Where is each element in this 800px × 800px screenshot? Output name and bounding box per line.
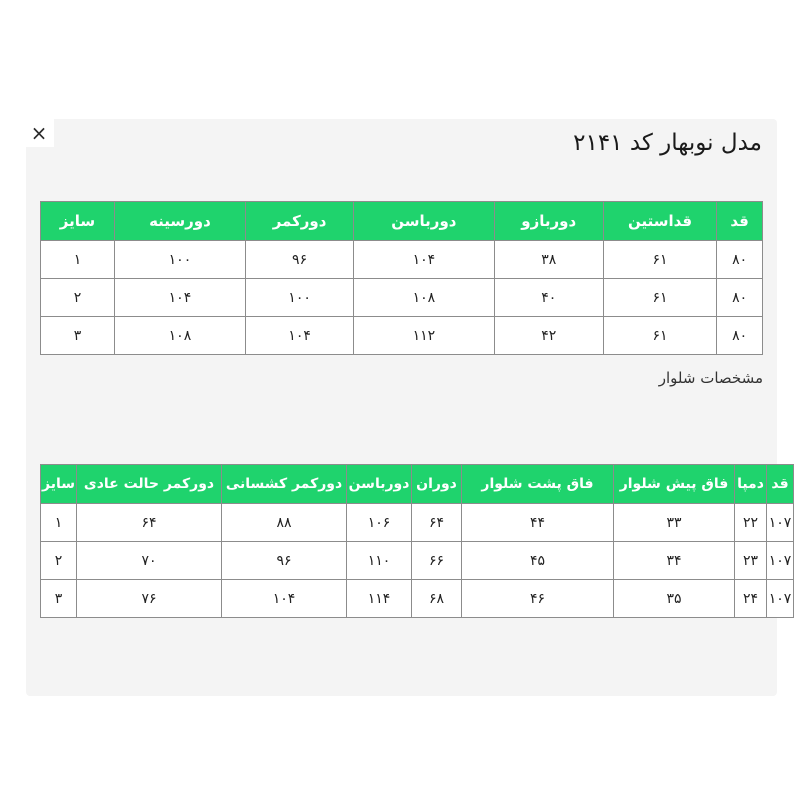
table-cell: ۱۰۰ — [245, 279, 353, 317]
pants-specs-heading: مشخصات شلوار — [658, 369, 763, 387]
table-cell: ۱۰۸ — [354, 279, 494, 317]
table-cell: ۴۴ — [462, 504, 614, 542]
table-cell: ۴۵ — [462, 542, 614, 580]
col-header-hip: دورباسن — [354, 202, 494, 241]
table-cell: ۴۲ — [494, 317, 603, 355]
table-cell: ۶۱ — [603, 241, 716, 279]
table-cell: ۴۰ — [494, 279, 603, 317]
table-cell: ۱۰۴ — [222, 580, 347, 618]
col-header-chest: دورسینه — [114, 202, 245, 241]
close-icon: × — [30, 121, 48, 145]
table-cell: ۱۱۲ — [354, 317, 494, 355]
table-cell: ۱۰۶ — [347, 504, 412, 542]
table-cell: ۱۰۴ — [114, 279, 245, 317]
table-cell: ۱۰۴ — [354, 241, 494, 279]
table-cell: ۳ — [41, 580, 77, 618]
table-cell: ۲۳ — [735, 542, 767, 580]
table-row — [41, 504, 794, 542]
table-cell: ۳۴ — [614, 542, 735, 580]
col-header-hem: دمپا — [735, 465, 767, 504]
product-title: مدل نوبهار کد ۲۱۴۱ — [573, 130, 762, 156]
pants-size-table — [40, 464, 794, 618]
col-header-size: سایز — [41, 202, 115, 241]
table-cell: ۱۰۸ — [114, 317, 245, 355]
table-cell: ۹۶ — [222, 542, 347, 580]
table-cell: ۶۱ — [603, 279, 716, 317]
table-cell: ۷۶ — [77, 580, 222, 618]
table-cell: ۶۴ — [77, 504, 222, 542]
col-header-waist-stretch: دورکمر کشسانی — [222, 465, 347, 504]
table-cell: ۱۱۴ — [347, 580, 412, 618]
table-cell: ۳۳ — [614, 504, 735, 542]
table-cell: ۸۰ — [717, 241, 763, 279]
table-header-row — [41, 202, 763, 241]
col-header-waist: دورکمر — [245, 202, 353, 241]
table-cell: ۱۰۷ — [767, 580, 794, 618]
col-header-sleeve-length: قداستین — [603, 202, 716, 241]
table-cell: ۸۸ — [222, 504, 347, 542]
table-cell: ۲۲ — [735, 504, 767, 542]
close-button[interactable] — [24, 119, 54, 147]
table-cell: ۲ — [41, 542, 77, 580]
table-cell: ۳۵ — [614, 580, 735, 618]
col-header-thigh: دوران — [412, 465, 462, 504]
table-row — [41, 542, 794, 580]
table-cell: ۱ — [41, 241, 115, 279]
col-header-waist-normal: دورکمر حالت عادی — [77, 465, 222, 504]
table-cell: ۱۰۷ — [767, 504, 794, 542]
table-cell: ۱۱۰ — [347, 542, 412, 580]
table-cell: ۱۰۴ — [245, 317, 353, 355]
table-row — [41, 279, 763, 317]
table-cell: ۴۶ — [462, 580, 614, 618]
table-cell: ۶۸ — [412, 580, 462, 618]
table-cell: ۱۰۰ — [114, 241, 245, 279]
table-cell: ۲ — [41, 279, 115, 317]
table-cell: ۳ — [41, 317, 115, 355]
table-row — [41, 580, 794, 618]
table-cell: ۷۰ — [77, 542, 222, 580]
table-cell: ۸۰ — [717, 317, 763, 355]
table-cell: ۱ — [41, 504, 77, 542]
col-header-height: قد — [767, 465, 794, 504]
table-row — [41, 241, 763, 279]
col-header-back-rise: فاق پشت شلوار — [462, 465, 614, 504]
table-cell: ۸۰ — [717, 279, 763, 317]
col-header-size: سایز — [41, 465, 77, 504]
table-header-row — [41, 465, 794, 504]
table-cell: ۱۰۷ — [767, 542, 794, 580]
col-header-hip: دورباسن — [347, 465, 412, 504]
col-header-front-rise: فاق پیش شلوار — [614, 465, 735, 504]
table-cell: ۹۶ — [245, 241, 353, 279]
col-header-arm: دوربازو — [494, 202, 603, 241]
col-header-height: قد — [717, 202, 763, 241]
table-cell: ۳۸ — [494, 241, 603, 279]
top-size-table — [40, 201, 763, 355]
table-cell: ۶۴ — [412, 504, 462, 542]
table-cell: ۶۱ — [603, 317, 716, 355]
table-row — [41, 317, 763, 355]
table-cell: ۶۶ — [412, 542, 462, 580]
table-cell: ۲۴ — [735, 580, 767, 618]
